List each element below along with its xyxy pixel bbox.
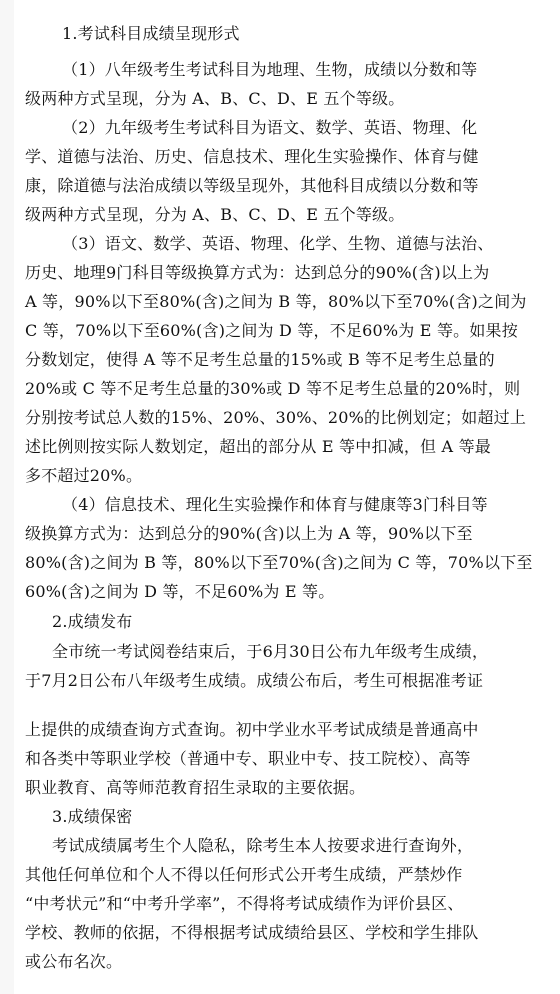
heading-score-release: 2.成绩发布 xyxy=(52,612,133,631)
text-line: （4）信息技术、理化生实验操作和体育与健康等3门科目等 xyxy=(62,495,488,514)
text-line: （1）八年级考生考试科目为地理、生物，成绩以分数和等 xyxy=(62,60,478,79)
text-line: 学校、教师的依据，不得根据考试成绩给县区、学校和学生排队 xyxy=(25,923,479,942)
text-line: 于7月2日公布八年级考生成绩。成绩公布后，考生可根据准考证 xyxy=(25,671,484,690)
text-line: 20%或 C 等不足考生总量的30%或 D 等不足考生总量的20%时，则 xyxy=(25,379,521,398)
text-line: C 等，70%以下至60%(含)之间为 D 等，不足60%为 E 等。如果按 xyxy=(25,321,518,340)
text-line: 历史、地理9门科目等级换算方式为：达到总分的90%(含)以上为 xyxy=(25,263,490,282)
text-line: 级两种方式呈现，分为 A、B、C、D、E 五个等级。 xyxy=(25,89,405,108)
text-line: 述比例则按实际人数划定，超出的部分从 E 等中扣减，但 A 等最 xyxy=(25,437,491,456)
text-line: 学、道德与法治、历史、信息技术、理化生实验操作、体育与健 xyxy=(25,147,479,166)
text-line: 级换算方式为：达到总分的90%(含)以上为 A 等，90%以下至 xyxy=(25,524,473,543)
heading-score-confidentiality: 3.成绩保密 xyxy=(52,807,133,826)
text-line: 其他任何单位和个人不得以任何形式公开考生成绩，严禁炒作 xyxy=(25,865,463,884)
text-line: （3）语文、数学、英语、物理、化学、生物、道德与法治、 xyxy=(62,234,494,253)
heading-score-presentation: 1.考试科目成绩呈现形式 xyxy=(62,24,240,43)
text-line: （2）九年级考生考试科目为语文、数学、英语、物理、化 xyxy=(62,118,478,137)
left-margin-shade xyxy=(0,0,14,994)
text-line: 80%(含)之间为 B 等，80%以下至70%(含)之间为 C 等，70%以下至 xyxy=(25,553,533,572)
text-line: 多不超过20%。 xyxy=(25,466,143,485)
text-line: “中考状元”和“中考升学率”，不得将考试成绩作为评价县区、 xyxy=(25,894,464,913)
text-line: 考试成绩属考生个人隐私，除考生本人按要求进行查询外， xyxy=(52,836,474,855)
text-line: 级两种方式呈现，分为 A、B、C、D、E 五个等级。 xyxy=(25,205,405,224)
text-line: 职业教育、高等师范教育招生录取的主要依据。 xyxy=(25,778,366,797)
text-line: 分别按考试总人数的15%、20%、30%、20%的比例划定；如超过上 xyxy=(25,408,527,427)
text-line: 分数划定，使得 A 等不足考生总量的15%或 B 等不足考生总量的 xyxy=(25,350,495,369)
text-line: 全市统一考试阅卷结束后，于6月30日公布九年级考生成绩， xyxy=(52,642,489,661)
text-line: 上提供的成绩查询方式查询。初中学业水平考试成绩是普通高中 xyxy=(25,720,479,739)
text-line: 或公布名次。 xyxy=(25,952,123,971)
text-line: 康，除道德与法治成绩以等级呈现外，其他科目成绩以分数和等 xyxy=(25,176,479,195)
text-line: 和各类中等职业学校（普通中专、职业中专、技工院校）、高等 xyxy=(25,749,471,768)
text-line: 60%(含)之间为 D 等，不足60%为 E 等。 xyxy=(25,582,335,601)
text-line: A 等，90%以下至80%(含)之间为 B 等，80%以下至70%(含)之间为 xyxy=(25,292,527,311)
